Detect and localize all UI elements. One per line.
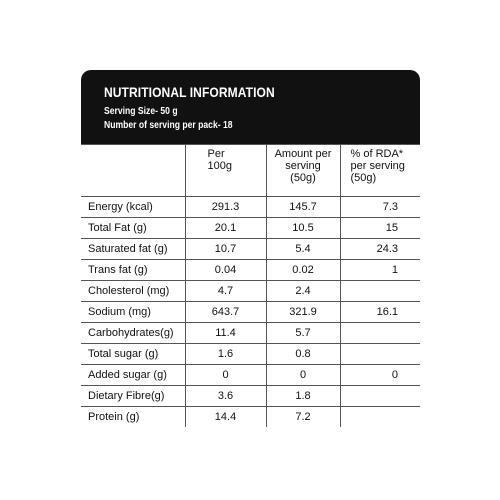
value-per-serving: 145.7 — [266, 197, 340, 218]
nutrition-title: NUTRITIONAL INFORMATION — [104, 84, 275, 100]
nutrient-name: Total sugar (g) — [81, 344, 185, 365]
value-rda — [340, 344, 420, 365]
nutrition-header — [81, 70, 420, 144]
table-row — [81, 302, 420, 323]
nutrient-name: Trans fat (g) — [81, 260, 185, 281]
value-per-100g: 10.7 — [185, 239, 266, 260]
column-header-per-100g: Per 100g — [185, 145, 266, 197]
table-row — [81, 344, 420, 365]
column-header-per-serving: Amount per serving (50g) — [266, 145, 340, 197]
value-rda — [340, 407, 420, 428]
value-rda: 7.3 — [340, 197, 420, 218]
nutrient-name: Cholesterol (mg) — [81, 281, 185, 302]
nutrient-name: Total Fat (g) — [81, 218, 185, 239]
value-rda: 0 — [340, 365, 420, 386]
value-per-100g: 291.3 — [185, 197, 266, 218]
value-rda: 24.3 — [340, 239, 420, 260]
value-per-100g: 0.04 — [185, 260, 266, 281]
nutrient-name: Energy (kcal) — [81, 197, 185, 218]
value-per-100g: 0 — [185, 365, 266, 386]
value-per-100g: 14.4 — [185, 407, 266, 428]
value-per-100g: 11.4 — [185, 323, 266, 344]
value-per-serving: 2.4 — [266, 281, 340, 302]
table-row — [81, 365, 420, 386]
value-per-serving: 10.5 — [266, 218, 340, 239]
value-per-serving: 321.9 — [266, 302, 340, 323]
nutrient-name: Saturated fat (g) — [81, 239, 185, 260]
value-per-100g: 1.6 — [185, 344, 266, 365]
value-per-serving: 5.4 — [266, 239, 340, 260]
nutrition-facts-panel — [81, 70, 420, 434]
table-header-row — [81, 145, 420, 197]
nutrient-name: Carbohydrates(g) — [81, 323, 185, 344]
value-per-serving: 0 — [266, 365, 340, 386]
table-row — [81, 323, 420, 344]
value-per-100g: 4.7 — [185, 281, 266, 302]
value-per-serving: 5.7 — [266, 323, 340, 344]
table-row — [81, 218, 420, 239]
nutrient-name: Protein (g) — [81, 407, 185, 428]
servings-per-pack: Number of serving per pack- 18 — [104, 120, 233, 131]
nutrition-table — [81, 144, 420, 427]
value-per-serving: 0.8 — [266, 344, 340, 365]
value-per-serving: 0.02 — [266, 260, 340, 281]
table-row — [81, 260, 420, 281]
value-rda: 15 — [340, 218, 420, 239]
value-rda: 16.1 — [340, 302, 420, 323]
column-header-rda: % of RDA* per serving (50g) — [340, 145, 420, 197]
value-per-100g: 20.1 — [185, 218, 266, 239]
value-per-serving: 7.2 — [266, 407, 340, 428]
value-per-100g: 643.7 — [185, 302, 266, 323]
table-row — [81, 197, 420, 218]
table-row — [81, 407, 420, 428]
table-row — [81, 386, 420, 407]
serving-size: Serving Size- 50 g — [104, 106, 178, 117]
value-rda — [340, 281, 420, 302]
value-per-serving: 1.8 — [266, 386, 340, 407]
value-rda: 1 — [340, 260, 420, 281]
value-per-100g: 3.6 — [185, 386, 266, 407]
table-body — [81, 197, 420, 428]
value-rda — [340, 323, 420, 344]
nutrient-name: Sodium (mg) — [81, 302, 185, 323]
value-rda — [340, 386, 420, 407]
column-header-nutrient — [81, 145, 185, 197]
table-row — [81, 281, 420, 302]
nutrient-name: Dietary Fibre(g) — [81, 386, 185, 407]
nutrient-name: Added sugar (g) — [81, 365, 185, 386]
table-row — [81, 239, 420, 260]
